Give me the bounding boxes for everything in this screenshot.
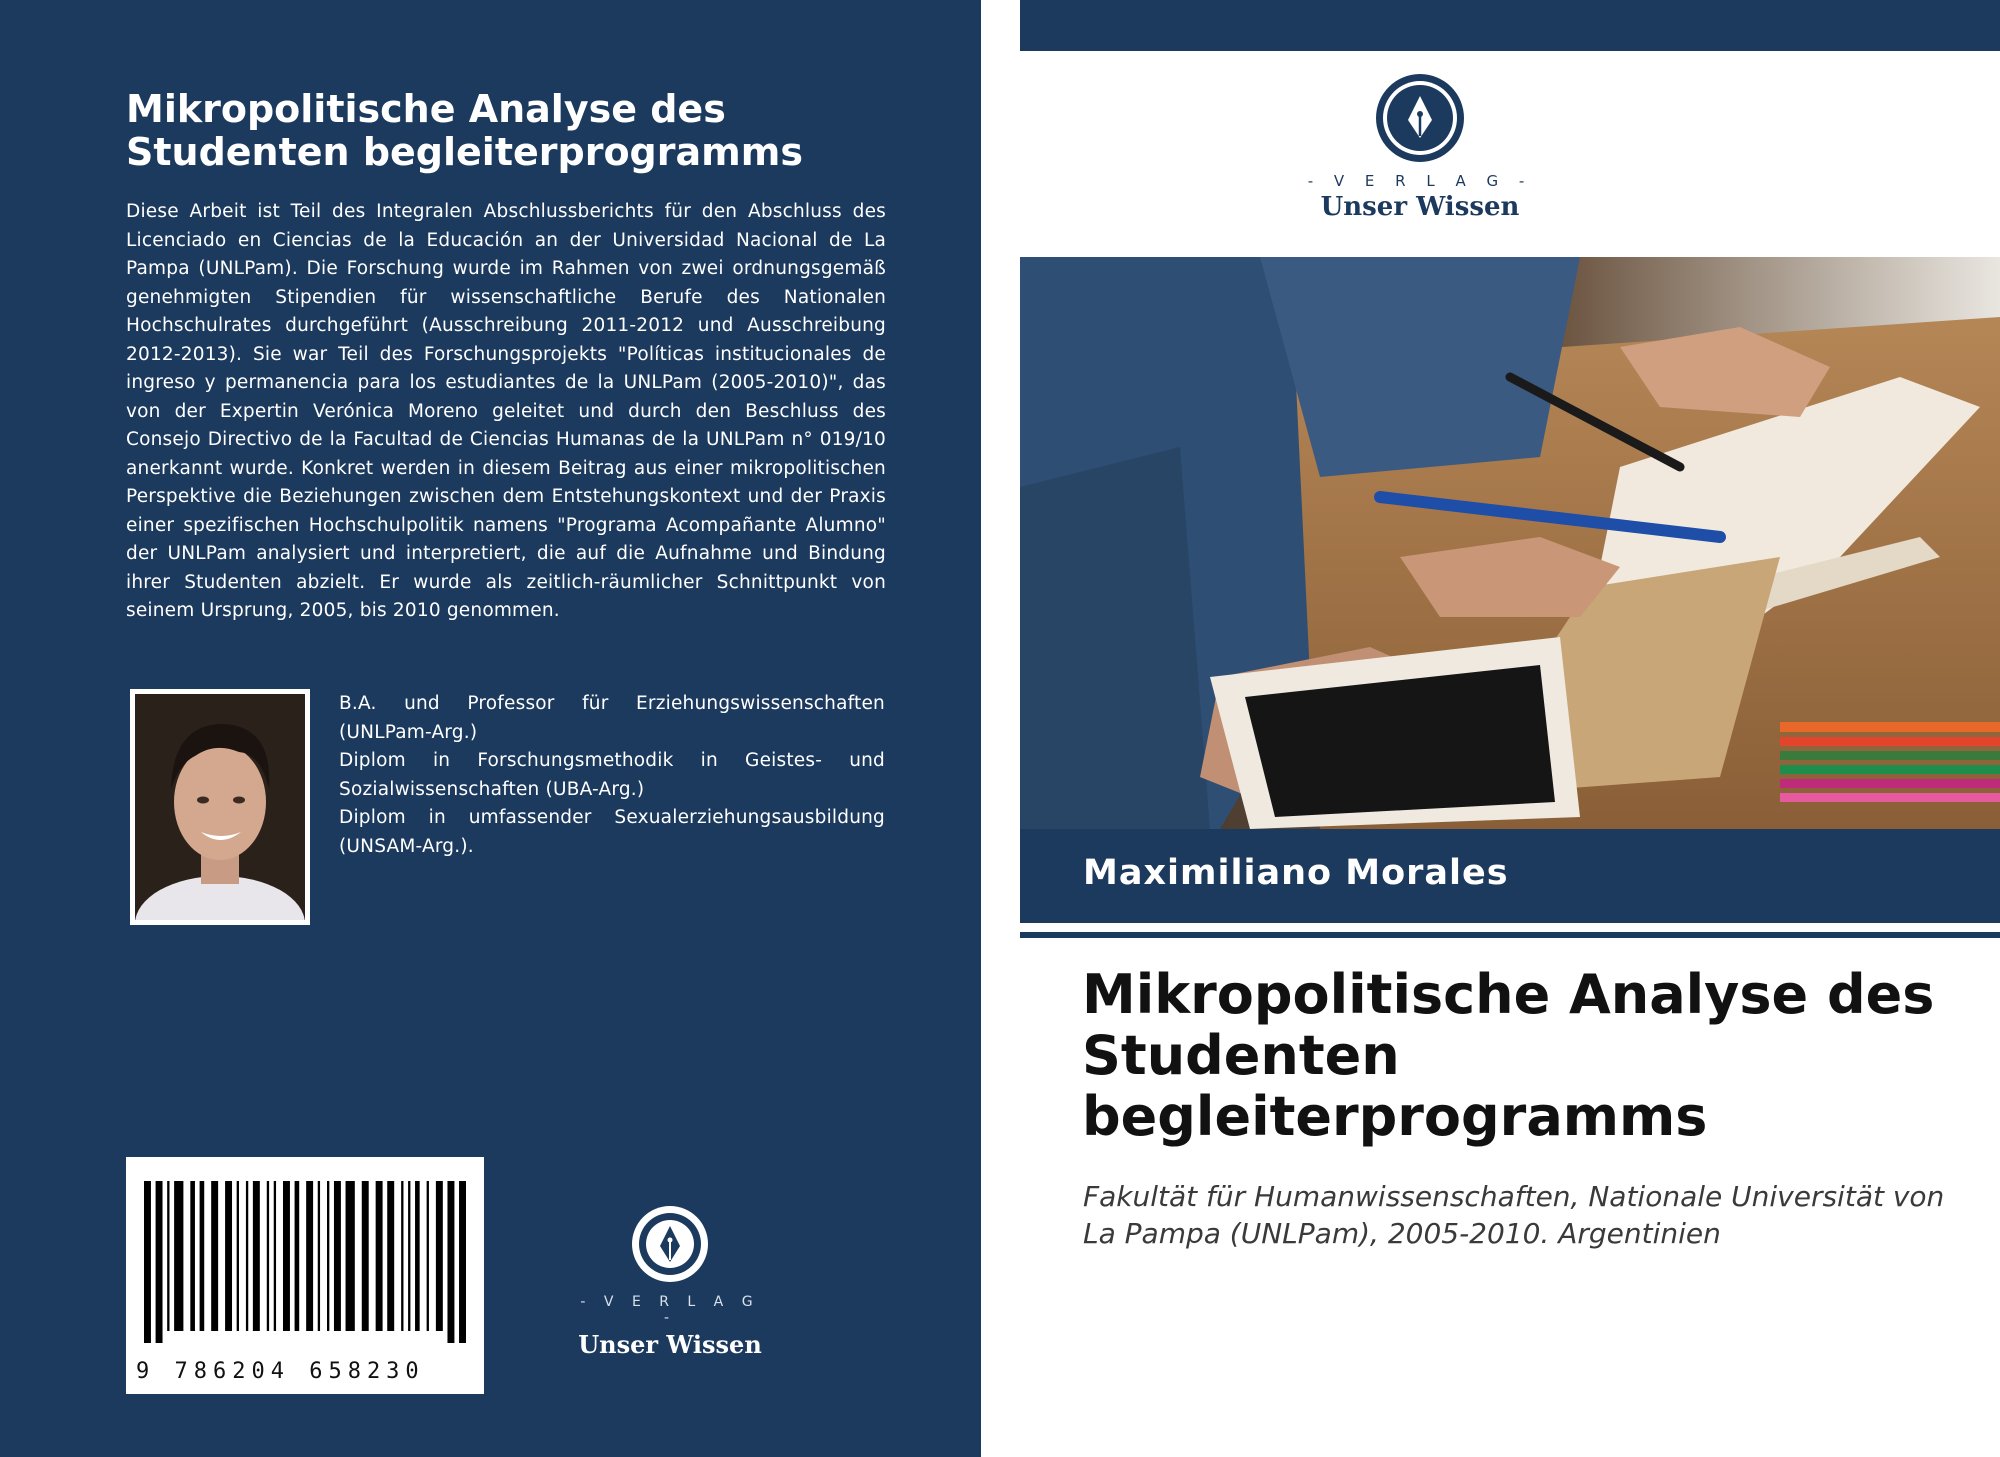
back-publisher-logo: [572, 1204, 768, 1359]
back-title: Mikropolitische Analyse des Studenten begleiterprogramms: [126, 87, 803, 174]
barcode-bar: [318, 1181, 320, 1331]
isbn-barcode: [126, 1157, 484, 1394]
barcode-bar: [427, 1181, 429, 1331]
barcode-bar: [334, 1181, 341, 1331]
barcode-bar: [246, 1181, 248, 1331]
barcode-bar: [274, 1181, 276, 1331]
barcode-bar: [211, 1181, 218, 1331]
barcode-bar: [237, 1181, 239, 1331]
pen-nib-logo-icon: [630, 1204, 710, 1284]
logo-verlag-text: - V E R L A G -: [1307, 172, 1533, 190]
barcode-bar: [253, 1181, 260, 1331]
author-photo: [130, 689, 310, 925]
barcode-bar: [190, 1181, 195, 1331]
barcode-bar: [362, 1181, 369, 1331]
front-cover: [1020, 0, 2000, 1457]
bio-line: B.A. und Professor für Erziehungswissenschaften (UNLPam-Arg.): [339, 693, 885, 743]
author-bio: [339, 690, 885, 861]
barcode-bar: [415, 1181, 420, 1331]
barcode-bar: [408, 1181, 410, 1331]
author-name: Maximiliano Morales: [1083, 853, 1509, 893]
barcode-bar: [306, 1181, 313, 1331]
logo-publisher-name: Unser Wissen: [1320, 192, 1520, 222]
logo-publisher-name: Unser Wissen: [578, 1330, 762, 1359]
barcode-bar: [167, 1181, 169, 1331]
barcode-bar: [447, 1181, 454, 1343]
barcode-bar: [156, 1181, 163, 1343]
back-cover: [0, 0, 981, 1457]
pen-nib-logo-icon: [1374, 72, 1466, 164]
spine: [981, 0, 1020, 1457]
front-title: Mikropolitische Analyse des Studenten begleiterprogramms: [1082, 963, 1935, 1148]
barcode-bar: [436, 1181, 443, 1331]
cover-photo-students-writing: [1020, 257, 2000, 829]
barcode-bar: [200, 1181, 205, 1331]
barcode-bar: [267, 1181, 269, 1331]
barcode-bar: [327, 1181, 329, 1331]
barcode-bar: [144, 1181, 151, 1343]
back-blurb: Diese Arbeit ist Teil des Integralen Abschlussberichts für den Abschluss des Licenciado en Ciencias de la Educación an der Universidad Nacional de La Pampa (UNLPam). Die Forschung wurde im Rahmen von zwei ordnungsgemäß genehmigten Stipendien für wissenschaftliche Berufe des Nationalen Hochschulrates durchgeführt (Ausschreibung 2011-2012 und Ausschreibung 2012-2013). Sie war Teil des Forschungsprojekts "Políticas institucionales de ingreso y permanencia para los estudiantes de la UNLPam (2005-2010)", das von der Expertin Verónica Moreno geleitet und durch den Beschluss des Consejo Directivo de la Facultad de Ciencias Humanas de la UNLPam n° 019/10 anerkannt wurde. Konkret werden in diesem Beitrag aus einer mikropolitischen Perspektive die Beziehungen zwischen dem Entstehungskontext und der Praxis einer spezifischen Hochschulpolitik namens "Programa Acompañante Alumno" der UNLPam analysiert und interpretiert, die auf die Aufnahme und Bindung ihrer Studenten abzielt. Er wurde als zeitlich-räumlicher Schnittpunkt von seinem Ursprung, 2005, bis 2010 genommen.: [126, 201, 886, 621]
barcode-bar: [225, 1181, 232, 1331]
logo-verlag-text: - V E R L A G -: [580, 1294, 760, 1326]
front-publisher-logo: [1305, 72, 1535, 222]
divider-rule: [1020, 932, 2000, 938]
author-band: [1020, 829, 2000, 923]
isbn-digits: 9 786204 658230: [136, 1359, 425, 1384]
front-top-bar: [1020, 0, 2000, 51]
barcode-bar: [401, 1181, 403, 1331]
front-subtitle: Fakultät für Humanwissenschaften, Nationale Universität von La Pampa (UNLPam), 2005-2010. Argentinien: [1083, 1180, 1945, 1250]
bio-line: Diplom in Forschungsmethodik in Geistes- und Sozialwissenschaften (UBA-Arg.): [339, 750, 885, 800]
barcode-bar: [376, 1181, 383, 1331]
barcode-bar: [283, 1181, 290, 1331]
barcode-bar: [295, 1181, 300, 1331]
barcode-bar: [346, 1181, 355, 1331]
bio-line: Diplom in umfassender Sexualerziehungsausbildung (UNSAM-Arg.).: [339, 807, 885, 857]
barcode-bar: [387, 1181, 394, 1331]
barcode-bar: [459, 1181, 466, 1343]
barcode-bar: [174, 1181, 183, 1331]
